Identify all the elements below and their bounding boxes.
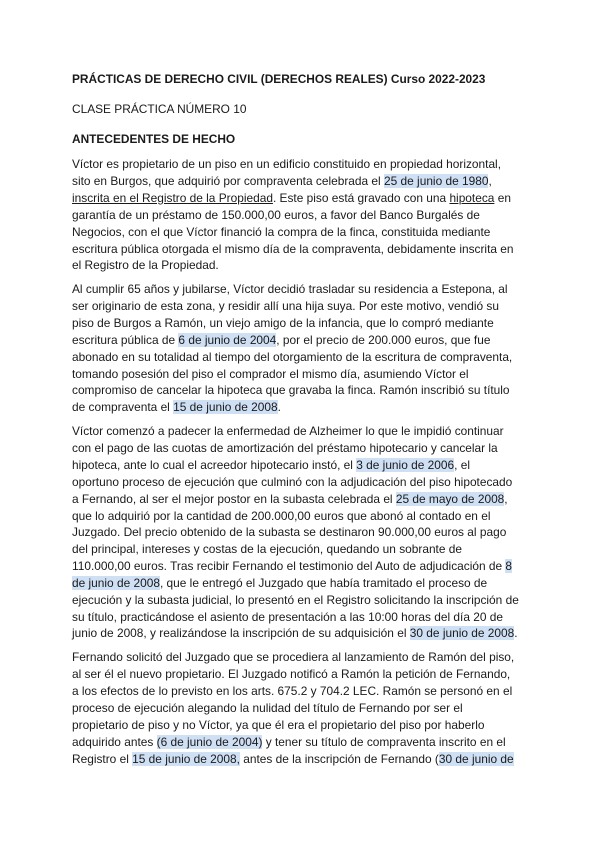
- text-line: a los efectos de lo previsto en los arts. 675.2 y 704.2 LEC. Ramón se personó en el: [72, 684, 513, 698]
- date-highlight: 15 de junio de 2008: [173, 400, 278, 414]
- text-line: Al cumplir 65 años y jubilarse, Víctor decidió trasladar su residencia a Estepona, al: [72, 282, 508, 296]
- text-line: con el pago de las cuotas de amortización del préstamo hipotecario y cancelar la: [72, 441, 498, 455]
- date-highlight: (6 de junio de 2004): [156, 735, 263, 749]
- text-line: al ser él el nuevo propietario. El Juzgado notificó a Ramón la petición de Fernando,: [72, 667, 511, 681]
- text-line: escritura pública otorgada el mismo día de la compraventa, debidamente inscrita en: [72, 242, 514, 256]
- date-highlight: 3 de junio de 2006: [356, 458, 455, 472]
- text-line: de compraventa el 15 de junio de 2008.: [72, 400, 281, 414]
- text-line: de junio de 2008, que le entregó el Juzgado que había tramitado el proceso de: [72, 576, 488, 590]
- text-line: garantía de un préstamo de 150.000,00 euros, a favor del Banco Burgalés de: [72, 208, 480, 222]
- date-highlight: 8: [505, 559, 513, 573]
- text-line: Fernando solicitó del Juzgado que se procediera al lanzamiento de Ramón del piso,: [72, 650, 515, 664]
- text-line: hipoteca, ante lo cual el acreedor hipotecario instó, el 3 de junio de 2006, el: [72, 458, 470, 472]
- text-line: sito en Burgos, que adquirió por compraventa celebrada el 25 de junio de 1980,: [72, 174, 492, 188]
- document-subtitle: CLASE PRÁCTICA NÚMERO 10: [72, 102, 247, 116]
- text-line: escritura pública de 6 de junio de 2004, por el precio de 200.000 euros, que fue: [72, 333, 491, 347]
- text-line: Negocios, con el que Víctor financió la compra de la finca, constituida mediante: [72, 225, 491, 239]
- text-line: Registro el 15 de junio de 2008, antes de la inscripción de Fernando (30 de junio de: [72, 752, 514, 766]
- text-line: Juzgado. Del precio obtenido de la subasta se destinaron 90.000,00 euros al pago: [72, 525, 507, 539]
- text-line: propietario de piso y no Víctor, ya que él era el propietario del piso por haberlo: [72, 718, 485, 732]
- text-line: tomando posesión del piso el comprador el mismo día, asumiendo Víctor el: [72, 367, 469, 381]
- text-line: piso de Burgos a Ramón, un viejo amigo de la infancia, que lo compró mediante: [72, 316, 494, 330]
- section-heading: ANTECEDENTES DE HECHO: [72, 132, 236, 146]
- text-line: del principal, intereses y costas de la ejecución, quedando un sobrante de: [72, 542, 463, 556]
- date-highlight: 6 de junio de 2004: [178, 333, 277, 347]
- text-line: oportuno proceso de ejecución que culminó con la adjudicación del piso hipotecado: [72, 475, 513, 489]
- text-line: junio de 2008, y realizándose la inscripción de su adquisición el 30 de junio de 2008.: [72, 626, 518, 640]
- text-line: ejecución y la subasta judicial, lo presentó en el Registro solicitando la inscripción de: [72, 593, 519, 607]
- text-line: inscrita en el Registro de la Propiedad. Este piso está gravado con una hipoteca en: [72, 191, 511, 205]
- document-title: PRÁCTICAS DE DERECHO CIVIL (DERECHOS REALES) Curso 2022-2023: [72, 72, 486, 86]
- date-highlight: 30 de junio de: [438, 752, 514, 766]
- text-line: su título, practicándose el asiento de presentación a las 10:00 horas del día 20 de: [72, 610, 503, 624]
- text-line: proceso de ejecución alegando la nulidad del título de Fernando por ser el: [72, 701, 463, 715]
- text-line: Víctor es propietario de un piso en un edificio constituido en propiedad horizontal,: [72, 157, 501, 171]
- date-highlight: 30 de junio de 2008: [409, 626, 515, 640]
- registry-link[interactable]: inscrita en el Registro de la Propiedad: [72, 191, 273, 205]
- date-highlight: 25 de mayo de 2008: [395, 492, 505, 506]
- text-line: adquirido antes (6 de junio de 2004) y tener su título de compraventa inscrito en el: [72, 735, 506, 749]
- text-line: el Registro de la Propiedad.: [72, 258, 219, 272]
- text-line: a Fernando, al ser el mejor postor en la subasta celebrada el 25 de mayo de 2008,: [72, 492, 508, 506]
- text-line: Víctor comenzó a padecer la enfermedad de Alzheimer lo que le impidió continuar: [72, 424, 504, 438]
- text-line: abonado en su totalidad al tiempo del otorgamiento de la escritura de compraventa,: [72, 350, 513, 364]
- date-highlight: 15 de junio de 2008,: [132, 752, 240, 766]
- date-highlight: 25 de junio de 1980: [384, 174, 489, 188]
- text-line: 110.000,00 euros. Tras recibir Fernando el testimonio del Auto de adjudicación de 8: [72, 559, 513, 573]
- text-line: ser originario de esta zona, y residir allí una hija suya. Por este motivo, vendió su: [72, 299, 499, 313]
- text-line: compromiso de cancelar la hipoteca que gravaba la finca. Ramón inscribió su título: [72, 383, 510, 397]
- text-line: que lo adquirió por la cantidad de 200.000,00 euros que abonó al contado en el: [72, 509, 491, 523]
- mortgage-link[interactable]: hipoteca: [449, 191, 495, 205]
- date-highlight: de junio de 2008: [72, 576, 160, 590]
